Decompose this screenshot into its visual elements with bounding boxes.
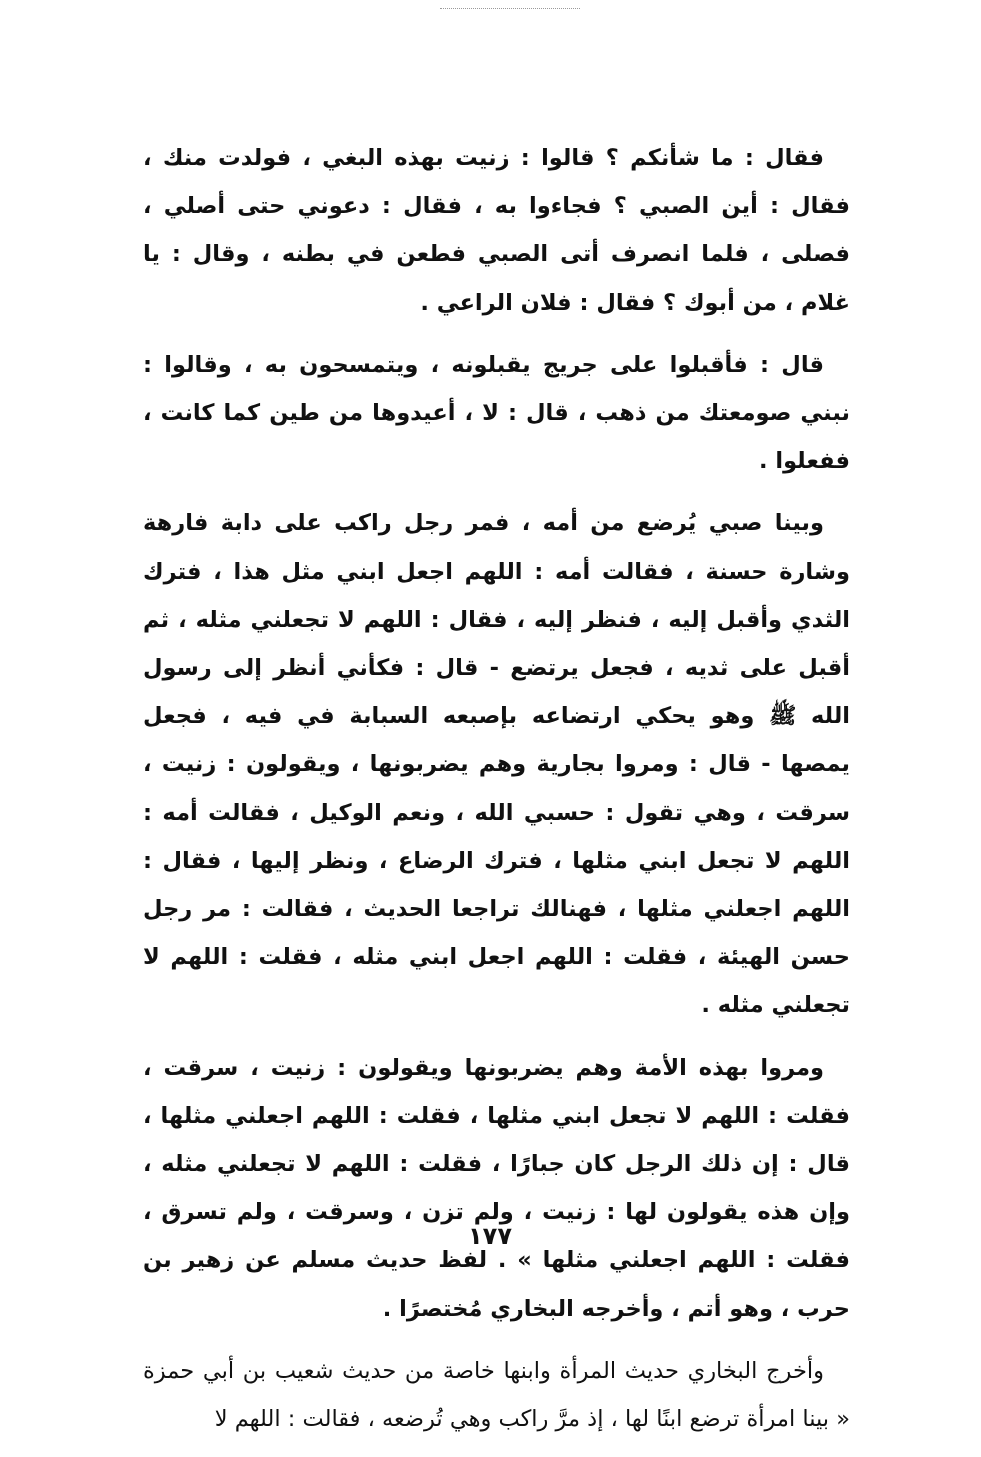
paragraph-1: فقال : ما شأنكم ؟ قالوا : زنيت بهذه البغي ، فولدت منك ، فقال : أين الصبي ؟ فجاءوا به ، فقال : دعوني حتى أصلي ، فصلى ، فلما انصرف أتى الصبي فطعن في بطنه ، وقال : يا غلام ، من أبوك ؟ فقال : فلان الراعي . bbox=[143, 145, 850, 316]
paragraph-5: وأخرج البخاري حديث المرأة وابنها خاصة من حديث شعيب بن أبي حمزة « بينا امرأة ترضع ابنًا لها ، إذ مرَّ راكب وهي تُرضعه ، فقالت : اللهم لا bbox=[143, 1357, 850, 1433]
paragraph-3: وبينا صبي يُرضع من أمه ، فمر رجل راكب على دابة فارهة وشارة حسنة ، فقالت أمه : اللهم اجعل ابني مثل هذا ، فترك الثدي وأقبل إليه ، فنظر إليه ، فقال : اللهم لا تجعلني مثله ، ثم أقبل على ثديه ، فجعل يرتضع - قال : فكأني أنظر إلى رسول الله ﷺ وهو يحكي ارتضاعه بإصبعه السبابة في فيه ، فجعل يمصها - قال : ومروا بجارية وهم يضربونها ، ويقولون : زنيت ، سرقت ، وهي تقول : حسبي الله ، ونعم الوكيل ، فقالت أمه : اللهم لا تجعل ابني مثلها ، فترك الرضاع ، ونظر إليها ، فقال : اللهم اجعلني مثلها ، فهنالك تراجعا الحديث ، فقالت : مر رجل حسن الهيئة ، فقلت : اللهم اجعل ابني مثله ، فقلت : اللهم لا تجعلني مثله . bbox=[143, 510, 850, 1019]
paragraph-4: ومروا بهذه الأمة وهم يضربونها ويقولون : زنيت ، سرقت ، فقلت : اللهم لا تجعل ابني مثلها ، فقلت : اللهم اجعلني مثلها ، قال : إن ذلك الرجل كان جبارًا ، فقلت : اللهم لا تجعلني مثله ، وإن هذه يقولون لها : زنيت ، ولم تزن ، وسرقت ، ولم تسرق ، فقلت : اللهم اجعلني مثلها » . لفظ حديث مسلم عن زهير بن حرب ، وهو أتم ، وأخرجه البخاري مُختصرًا . bbox=[143, 1054, 850, 1322]
page-number: ١٧٧ bbox=[468, 1222, 512, 1250]
body-text bbox=[143, 134, 850, 1457]
top-scan-mark bbox=[440, 8, 580, 9]
paragraph-2: قال : فأقبلوا على جريج يقبلونه ، ويتمسحون به ، وقالوا : نبني صومعتك من ذهب ، قال : لا ، أعيدوها من طين كما كانت ، ففعلوا . bbox=[143, 351, 850, 475]
